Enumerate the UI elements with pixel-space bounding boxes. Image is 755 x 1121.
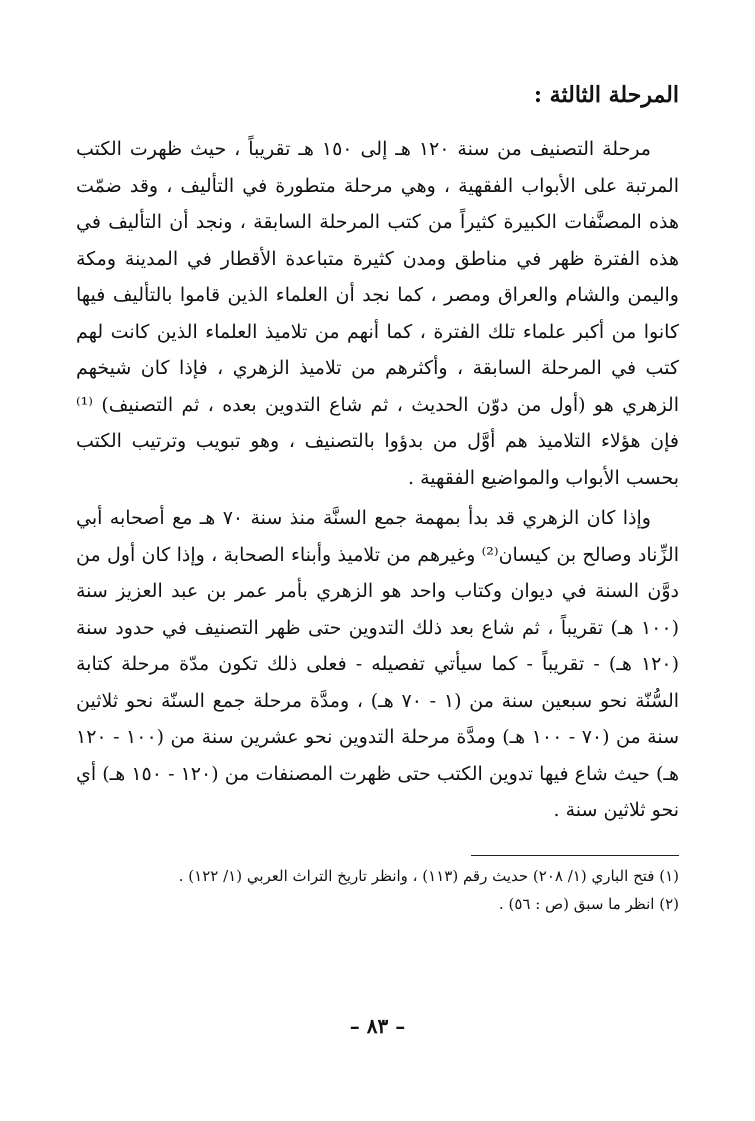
- footnotes-list: [76, 862, 679, 918]
- page-number: – ٨٣ –: [349, 1014, 406, 1038]
- footnote-1: (١) فتح الباري (١/ ٢٠٨) حديث رقم (١١٣) ، وانظر تاريخ التراث العربي (١/ ١٢٢) .: [178, 867, 679, 885]
- section-heading: المرحلة الثالثة :: [533, 82, 679, 108]
- body-paragraph-1: مرحلة التصنيف من سنة ١٢٠ هـ إلى ١٥٠ هـ تقريباً ، حيث ظهرت الكتب المرتبة على الأبواب الفقهية ، وهي مرحلة متطورة في التأليف ، وقد ضمّت هذه المصنَّفات الكبيرة كثيراً من كتب المرحلة السابقة ، ونجد أن التأليف في هذه الفترة ظهر في مناطق ومدن كثيرة متباعدة الأقطار في المدينة ومكة واليمن والشام والعراق ومصر ، كما نجد أن العلماء الذين قاموا بالتأليف فيها كانوا من أكبر علماء تلك الفترة ، كما أنهم من تلاميذ العلماء الذين كانت لهم كتب في المرحلة السابقة ، وأكثرهم من تلاميذ الزهري ، فإذا كان شيخهم الزهري هو (أول من دوّن الحديث ، ثم شاع التدوين بعده ، ثم التصنيف) ⁽¹⁾ فإن هؤلاء التلاميذ هم أوَّل من بدؤوا بالتصنيف ، وهو تبويب وترتيب الكتب بحسب الأبواب والمواضيع الفقهية .: [76, 138, 679, 489]
- footnote-2: (٢) انظر ما سبق (ص : ٥٦) .: [498, 895, 679, 913]
- footnote-separator: [471, 855, 679, 856]
- body-paragraph-2: وإذا كان الزهري قد بدأ بمهمة جمع السنَّة منذ سنة ٧٠ هـ مع أصحابه أبي الزِّناد وصالح بن كيسان⁽²⁾ وغيرهم من تلاميذ وأبناء الصحابة ، وإذا كان أول من دوَّن السنة في ديوان وكتاب واحد هو الزهري بأمر عمر بن عبد العزيز سنة (١٠٠ هـ) تقريباً ، ثم شاع بعد ذلك التدوين حتى ظهر التصنيف في حدود سنة (١٢٠ هـ) - تقريباً - كما سيأتي تفصيله - فعلى ذلك تكون مدّة مرحلة كتابة السُّنّة نحو سبعين سنة من (١ - ٧٠ هـ) ، ومدَّة مرحلة جمع السنّة نحو ثلاثين سنة من (٧٠ - ١٠٠ هـ) ومدَّة مرحلة التدوين نحو عشرين سنة من (١٠٠ - ١٢٠ هـ) حيث شاع فيها تدوين الكتب حتى ظهرت المصنفات من (١٢٠ - ١٥٠ هـ) أي نحو ثلاثين سنة .: [76, 507, 680, 821]
